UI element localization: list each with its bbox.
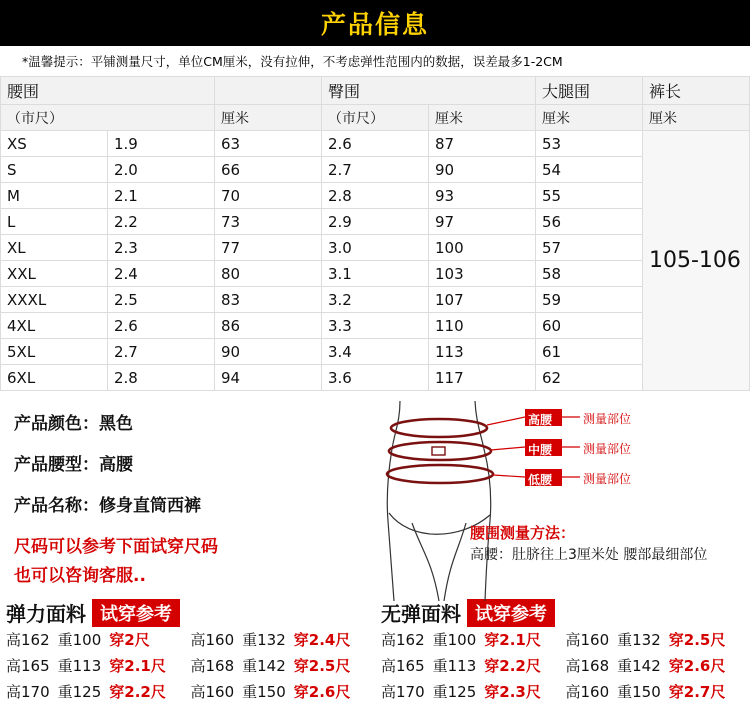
table-row — [1, 339, 750, 365]
cell-waist-cm: 86 — [215, 313, 322, 339]
cell-waist-shi: 2.6 — [108, 313, 215, 339]
product-name-line — [14, 491, 340, 516]
cell-size: XXL — [1, 261, 108, 287]
nonstretch-fabric-reference — [375, 596, 750, 707]
fit-weight: 重100 — [433, 629, 477, 650]
cell-thigh-cm: 54 — [536, 157, 643, 183]
list-item — [381, 681, 750, 702]
fit-entry — [566, 655, 750, 676]
cell-hip-cm: 90 — [429, 157, 536, 183]
fit-weight: 重100 — [58, 629, 102, 650]
table-row — [1, 157, 750, 183]
cell-hip-shi: 3.0 — [322, 235, 429, 261]
fit-weight: 重113 — [58, 655, 102, 676]
cell-hip-shi: 2.6 — [322, 131, 429, 157]
cell-hip-shi: 3.2 — [322, 287, 429, 313]
cell-waist-cm: 94 — [215, 365, 322, 391]
cell-waist-cm: 73 — [215, 209, 322, 235]
table-row — [1, 313, 750, 339]
fit-height: 高160 — [191, 629, 235, 650]
cell-hip-cm: 97 — [429, 209, 536, 235]
table-group-header-row — [1, 77, 750, 105]
header-thigh: 大腿围 — [536, 77, 643, 105]
fit-entry — [6, 629, 191, 650]
fit-entry — [381, 655, 566, 676]
cell-size: L — [1, 209, 108, 235]
product-details-section — [0, 391, 750, 596]
cell-hip-cm: 100 — [429, 235, 536, 261]
fit-entry — [566, 629, 750, 650]
cell-waist-cm: 90 — [215, 339, 322, 365]
cell-hip-cm: 107 — [429, 287, 536, 313]
cell-hip-cm: 93 — [429, 183, 536, 209]
fit-entry — [191, 655, 376, 676]
product-name-label: 产品名称： — [14, 496, 99, 516]
list-item — [6, 629, 375, 650]
diagram-label-mid-waist: 测量部位 — [583, 440, 631, 457]
subheader-waist-cm: 厘米 — [215, 105, 322, 131]
cell-waist-shi: 2.2 — [108, 209, 215, 235]
fit-weight: 重113 — [433, 655, 477, 676]
cell-waist-shi: 2.8 — [108, 365, 215, 391]
table-row — [1, 287, 750, 313]
cell-waist-cm: 80 — [215, 261, 322, 287]
diagram-label-low-waist: 测量部位 — [583, 470, 631, 487]
header-waist-blank — [215, 77, 322, 105]
fit-wear: 穿2.6尺 — [669, 655, 726, 676]
sizing-note-line-2: 也可以咨询客服.. — [14, 561, 340, 586]
cell-hip-cm: 87 — [429, 131, 536, 157]
measurement-notice — [0, 46, 750, 76]
cell-waist-cm: 83 — [215, 287, 322, 313]
cell-hip-shi: 2.8 — [322, 183, 429, 209]
fit-height: 高160 — [566, 629, 610, 650]
cell-thigh-cm: 56 — [536, 209, 643, 235]
cell-hip-shi: 2.9 — [322, 209, 429, 235]
subheader-thigh-cm: 厘米 — [536, 105, 643, 131]
cell-thigh-cm: 59 — [536, 287, 643, 313]
measure-method-line: 高腰：肚脐往上3厘米处 腰部最细部位 — [470, 545, 707, 565]
fit-wear: 穿2.1尺 — [484, 629, 541, 650]
subheader-hip-cm: 厘米 — [429, 105, 536, 131]
cell-thigh-cm: 55 — [536, 183, 643, 209]
fit-weight: 重150 — [617, 681, 661, 702]
cell-size: M — [1, 183, 108, 209]
measure-method-title: 腰围测量方法： — [470, 523, 707, 545]
fit-entry — [191, 681, 376, 702]
sizing-note-line-1: 尺码可以参考下面试穿尺码 — [14, 532, 340, 557]
cell-waist-cm: 63 — [215, 131, 322, 157]
list-item — [6, 681, 375, 702]
fit-height: 高162 — [6, 629, 50, 650]
waist-measure-diagram — [340, 401, 750, 596]
subheader-hip-shi: （市尺） — [322, 105, 429, 131]
fit-height: 高165 — [381, 655, 425, 676]
cell-size: 5XL — [1, 339, 108, 365]
size-chart-table — [0, 76, 750, 391]
table-row — [1, 261, 750, 287]
cell-size: XS — [1, 131, 108, 157]
cell-size: XXXL — [1, 287, 108, 313]
cell-thigh-cm: 57 — [536, 235, 643, 261]
fit-height: 高170 — [6, 681, 50, 702]
stretch-fabric-title-tag: 试穿参考 — [92, 599, 180, 627]
cell-pant-length: 105-106 — [643, 131, 750, 391]
fit-height: 高170 — [381, 681, 425, 702]
fit-weight: 重142 — [617, 655, 661, 676]
cell-waist-shi: 2.7 — [108, 339, 215, 365]
fit-wear: 穿2.2尺 — [484, 655, 541, 676]
cell-waist-shi: 2.5 — [108, 287, 215, 313]
cell-size: 6XL — [1, 365, 108, 391]
cell-hip-shi: 2.7 — [322, 157, 429, 183]
cell-waist-shi: 2.3 — [108, 235, 215, 261]
fit-wear: 穿2.5尺 — [294, 655, 351, 676]
fit-wear: 穿2.3尺 — [484, 681, 541, 702]
cell-hip-cm: 117 — [429, 365, 536, 391]
fit-entry — [566, 681, 750, 702]
fit-weight: 重132 — [617, 629, 661, 650]
fit-height: 高168 — [191, 655, 235, 676]
body-outline-svg — [340, 401, 750, 601]
fit-weight: 重132 — [242, 629, 286, 650]
page-title: 产品信息 — [321, 5, 429, 41]
cell-hip-shi: 3.3 — [322, 313, 429, 339]
cell-hip-shi: 3.1 — [322, 261, 429, 287]
subheader-waist-shi: （市尺） — [1, 105, 215, 131]
cell-size: S — [1, 157, 108, 183]
fit-entry — [6, 655, 191, 676]
cell-waist-cm: 70 — [215, 183, 322, 209]
product-color-line — [14, 409, 340, 434]
cell-thigh-cm: 62 — [536, 365, 643, 391]
stretch-fabric-title-main: 弹力面料 — [6, 598, 86, 627]
fit-wear: 穿2.7尺 — [669, 681, 726, 702]
fit-height: 高165 — [6, 655, 50, 676]
fit-wear: 穿2尺 — [109, 629, 149, 650]
fit-height: 高162 — [381, 629, 425, 650]
cell-waist-shi: 1.9 — [108, 131, 215, 157]
nonstretch-fabric-title-tag: 试穿参考 — [467, 599, 555, 627]
diagram-tag-low-waist: 低腰 — [528, 471, 552, 488]
cell-thigh-cm: 60 — [536, 313, 643, 339]
header-hip: 臀围 — [322, 77, 536, 105]
fit-wear: 穿2.5尺 — [669, 629, 726, 650]
cell-hip-cm: 103 — [429, 261, 536, 287]
fit-wear: 穿2.2尺 — [109, 681, 166, 702]
fit-weight: 重142 — [242, 655, 286, 676]
nonstretch-fabric-rows — [375, 629, 750, 702]
cell-thigh-cm: 53 — [536, 131, 643, 157]
fit-entry — [6, 681, 191, 702]
fit-wear: 穿2.6尺 — [294, 681, 351, 702]
fit-entry — [381, 629, 566, 650]
cell-thigh-cm: 58 — [536, 261, 643, 287]
notice-text: *温馨提示：平铺测量尺寸，单位CM厘米，没有拉伸，不考虑弹性范围内的数据，误差最多1-2CM — [22, 52, 563, 70]
cell-waist-shi: 2.0 — [108, 157, 215, 183]
subheader-length-cm: 厘米 — [643, 105, 750, 131]
cell-hip-shi: 3.4 — [322, 339, 429, 365]
cell-waist-shi: 2.1 — [108, 183, 215, 209]
cell-hip-cm: 110 — [429, 313, 536, 339]
table-row — [1, 365, 750, 391]
nonstretch-fabric-title-main: 无弹面料 — [381, 598, 461, 627]
fit-weight: 重150 — [242, 681, 286, 702]
header-waist: 腰围 — [1, 77, 215, 105]
table-row — [1, 183, 750, 209]
diagram-tag-mid-waist: 中腰 — [528, 441, 552, 458]
fit-entry — [381, 681, 566, 702]
diagram-label-high-waist: 测量部位 — [583, 410, 631, 427]
table-sub-header-row — [1, 105, 750, 131]
diagram-tag-high-waist: 高腰 — [528, 411, 552, 428]
fit-height: 高168 — [566, 655, 610, 676]
list-item — [381, 629, 750, 650]
stretch-fabric-reference — [0, 596, 375, 707]
product-attributes — [0, 401, 340, 596]
table-row — [1, 209, 750, 235]
cell-thigh-cm: 61 — [536, 339, 643, 365]
fit-reference-section — [0, 596, 750, 707]
cell-waist-shi: 2.4 — [108, 261, 215, 287]
product-color-value: 黑色 — [99, 414, 133, 434]
cell-hip-cm: 113 — [429, 339, 536, 365]
stretch-fabric-rows — [0, 629, 375, 702]
table-row — [1, 131, 750, 157]
cell-size: XL — [1, 235, 108, 261]
cell-size: 4XL — [1, 313, 108, 339]
product-waist-type-line — [14, 450, 340, 475]
product-color-label: 产品颜色： — [14, 414, 99, 434]
fit-wear: 穿2.1尺 — [109, 655, 166, 676]
product-waist-type-value: 高腰 — [99, 455, 133, 475]
stretch-fabric-title — [0, 596, 375, 629]
page-banner — [0, 0, 750, 46]
product-waist-type-label: 产品腰型： — [14, 455, 99, 475]
fit-weight: 重125 — [433, 681, 477, 702]
cell-hip-shi: 3.6 — [322, 365, 429, 391]
cell-waist-cm: 66 — [215, 157, 322, 183]
list-item — [381, 655, 750, 676]
list-item — [6, 655, 375, 676]
measure-method-note — [470, 523, 707, 565]
fit-height: 高160 — [191, 681, 235, 702]
fit-wear: 穿2.4尺 — [294, 629, 351, 650]
product-name-value: 修身直筒西裤 — [99, 496, 201, 516]
header-length: 裤长 — [643, 77, 750, 105]
fit-entry — [191, 629, 376, 650]
fit-weight: 重125 — [58, 681, 102, 702]
table-row — [1, 235, 750, 261]
fit-height: 高160 — [566, 681, 610, 702]
cell-waist-cm: 77 — [215, 235, 322, 261]
